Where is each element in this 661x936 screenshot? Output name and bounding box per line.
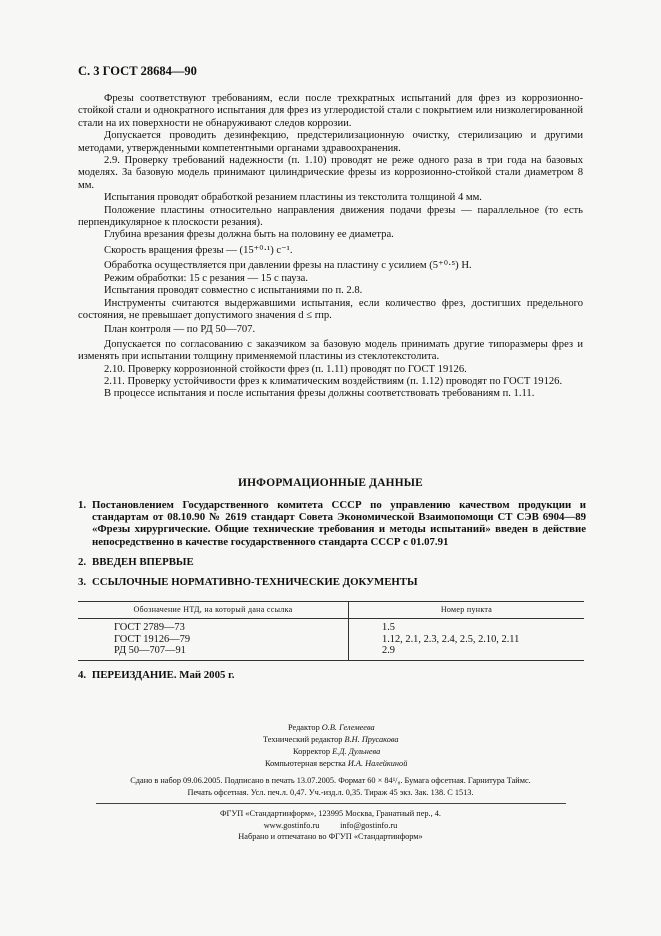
column-header: Номер пункта xyxy=(349,602,585,619)
editor-label: Технический редактор xyxy=(263,735,343,744)
info-item-1 xyxy=(78,499,586,548)
publication-line: Печать офсетная. Усл. печ.л. 0,47. Уч.-изд.л. 0,35. Тираж 45 экз. Зак. 138. С 1513. xyxy=(187,788,474,797)
info-section xyxy=(78,499,586,588)
publication-line: Сдано в набор 09.06.2005. Подписано в печать 13.07.2005. Формат 60 × 84¹/₈. Бумага офсетная. Гарнитура Таймс. xyxy=(130,776,531,785)
table-cell: 1.5 xyxy=(382,622,395,633)
info-item-3 xyxy=(78,576,586,588)
paragraph: 2.10. Проверку коррозионной стойкости фрез (п. 1.11) проводят по ГОСТ 19126. xyxy=(104,363,467,375)
references-table xyxy=(78,601,584,661)
paragraph: 2.11. Проверку устойчивости фрез к климатическим воздействиям (п. 1.12) проводят по ГОСТ 19126. xyxy=(104,375,563,387)
paragraph: Фрезы соответствуют требованиям, если после трехкратных испытаний для фрез из коррозионно-стойкой стали и однократного испытания для фрез из углеродистой стали с покрытием или низколегированной стали на их поверхности не обнаруживают следов коррозии. xyxy=(78,93,583,129)
item-text: Постановлением Государственного комитета СССР по управлению качеством продукции и стандартам от 08.10.90 № 2619 стандарт Совета Экономической Взаимопомощи СТ СЭВ 6904—89 «Фрезы хирургические. Общие технические требования и методы испытаний» введен в действие непосредственно в качестве государственного стандарта СССР с 01.07.91 xyxy=(92,499,586,548)
table-row xyxy=(78,645,584,660)
editor-name: В.Н. Прусакова xyxy=(344,735,399,744)
table-cell: 2.9 xyxy=(349,645,585,660)
paragraph: Режим обработки: 15 с резания — 15 с пауза. xyxy=(104,272,309,284)
paragraph: Испытания проводят обработкой резанием пластины из текстолита толщиной 4 мм. xyxy=(104,192,482,204)
publisher-line: www.gostinfo.ru info@gostinfo.ru xyxy=(263,820,398,830)
table-cell: 1.12, 2.1, 2.3, 2.4, 2.5, 2.10, 2.11 xyxy=(382,633,520,645)
item-number: 1. xyxy=(78,499,87,511)
paragraph: План контроля — по РД 50—707. xyxy=(104,324,256,336)
item-text: ПЕРЕИЗДАНИЕ. Май 2005 г. xyxy=(91,669,235,681)
page-header: С. 3 ГОСТ 28684—90 xyxy=(78,64,197,78)
publication-info xyxy=(0,775,661,799)
paragraph: Испытания проводят совместно с испытаниями по п. 2.8. xyxy=(104,285,363,297)
body-text xyxy=(78,93,583,401)
paragraph: Обработка осуществляется при давлении фрезы на пластину с усилием (5⁺⁰·⁵) Н. xyxy=(104,260,472,272)
item-number: 4. xyxy=(78,669,87,681)
info-item-2 xyxy=(78,556,586,568)
editor-name: О.В. Гелемеева xyxy=(321,723,375,732)
publisher-info xyxy=(0,808,661,843)
item-text: ВВЕДЕН ВПЕРВЫЕ xyxy=(92,555,194,568)
paragraph: Допускается проводить дезинфекцию, предстерилизационную очистку, стерилизацию и другими методами, утвержденными компетентными органами здравоохранения. xyxy=(78,130,583,154)
editor-name: Е.Д. Дульнева xyxy=(332,747,381,756)
editor-label: Компьютерная верстка xyxy=(265,759,346,768)
paragraph: Инструменты считаются выдержавшими испытания, если количество фрез, достигших предельного состояния, не превышает допустимого значения d ≤ rпр. xyxy=(78,297,583,321)
paragraph: Глубина врезания фрезы должна быть на половину ее диаметра. xyxy=(104,229,394,241)
paragraph: Допускается по согласованию с заказчиком за базовую модель принимать другие типоразмеры фрез и изменять при испытании толщину применяемой пластины из стеклотекстолита. xyxy=(78,338,583,363)
item-number: 2. xyxy=(78,555,87,568)
paragraph: 2.9. Проверку требований надежности (п. 1.10) проводят не реже одного раза в три года на базовых моделях. За базовую модель принимают цилиндрические фрезы из коррозионно-стойкой стали диаметром 8 мм. xyxy=(78,155,583,191)
paragraph: Положение пластины относительно направления движения подачи фрезы — параллельное (то есть перпендикулярное к плоскости резания). xyxy=(78,204,583,229)
table-header-row xyxy=(78,602,584,619)
info-item-4 xyxy=(78,669,234,681)
publisher-line: ФГУП «Стандартинформ», 123995 Москва, Гранатный пер., 4. xyxy=(220,809,441,818)
item-number: 3. xyxy=(78,576,87,589)
info-section-title: ИНФОРМАЦИОННЫЕ ДАННЫЕ xyxy=(238,477,423,489)
column-header: Обозначение НТД, на который дана ссылка xyxy=(78,602,349,619)
table-cell: РД 50—707—91 xyxy=(78,645,349,660)
item-text: ССЫЛОЧНЫЕ НОРМАТИВНО-ТЕХНИЧЕСКИЕ ДОКУМЕНТЫ xyxy=(92,576,418,589)
paragraph: Скорость вращения фрезы — (15⁺⁰·¹) с⁻¹. xyxy=(104,244,293,256)
table-cell: ГОСТ 19126—79 xyxy=(78,634,349,646)
editor-name: И.А. Налейкиной xyxy=(347,759,408,768)
publisher-line: Набрано и отпечатано во ФГУП «Стандартинформ» xyxy=(238,832,423,842)
table-cell: ГОСТ 2789—73 xyxy=(78,619,349,634)
editors-block xyxy=(263,722,407,770)
divider xyxy=(96,803,566,804)
paragraph: В процессе испытания и после испытания фрезы должны соответствовать требованиям п. 1.11. xyxy=(104,388,535,400)
editor-label: Корректор xyxy=(293,747,330,756)
editor-label: Редактор xyxy=(288,723,320,732)
table-row xyxy=(78,619,584,634)
table-row xyxy=(78,634,584,646)
